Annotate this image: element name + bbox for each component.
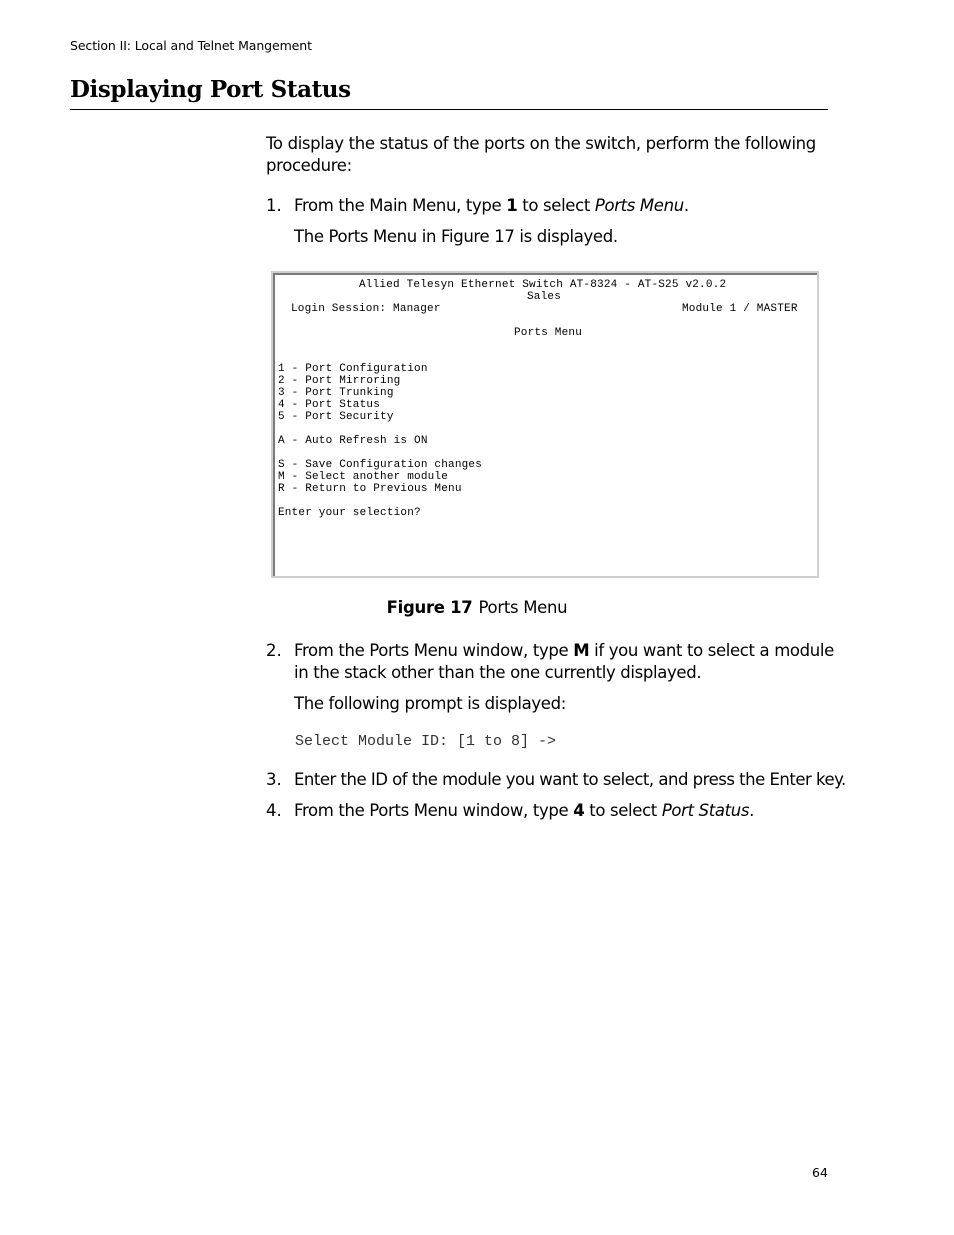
figure-caption-text: Ports Menu: [478, 598, 568, 617]
terminal-menu-item: 4 - Port Status: [278, 399, 381, 411]
ports-menu-terminal: [271, 271, 819, 578]
step-1-middle: to select: [517, 196, 595, 215]
step-3-text: Enter the ID of the module you want to select, and press the Enter key.: [294, 770, 846, 789]
step-2-text: [294, 640, 834, 662]
step-1-after: .: [683, 196, 689, 215]
step-1-note: The Ports Menu in Figure 17 is displayed.: [294, 227, 618, 246]
terminal-action: M - Select another module: [278, 471, 449, 483]
step-4-after: .: [749, 801, 755, 820]
terminal-action: R - Return to Previous Menu: [278, 483, 462, 495]
terminal-menu-item: 5 - Port Security: [278, 411, 394, 423]
terminal-prompt: Enter your selection?: [278, 507, 421, 519]
section-title: Displaying Port Status: [70, 76, 351, 103]
intro-line-2: procedure:: [266, 156, 352, 175]
figure-number: Figure 17: [386, 598, 473, 617]
step-2-after: if you want to select a module: [589, 641, 834, 660]
step-2-line-2: in the stack other than the one currently displayed.: [294, 663, 702, 682]
module-select-prompt: Select Module ID: [1 to 8] ->: [295, 733, 557, 750]
step-4-key: 4: [573, 801, 585, 820]
step-4-middle: to select: [584, 801, 662, 820]
step-2-note: The following prompt is displayed:: [294, 694, 566, 713]
figure-caption: [0, 598, 954, 617]
step-2-before: From the Ports Menu window, type: [294, 641, 574, 660]
step-1-target: Ports Menu: [594, 196, 684, 215]
step-4-text: [294, 800, 754, 822]
terminal-menu-item: 2 - Port Mirroring: [278, 375, 401, 387]
terminal-subtitle: Sales: [527, 291, 562, 303]
step-2-key: M: [573, 641, 590, 660]
intro-line-1: To display the status of the ports on the switch, perform the following: [266, 134, 816, 153]
terminal-title: Allied Telesyn Ethernet Switch AT-8324 - AT-S25 v2.0.2: [359, 279, 727, 291]
step-2-number: 2.: [266, 641, 282, 660]
step-4-before: From the Ports Menu window, type: [294, 801, 574, 820]
step-4-number: 4.: [266, 801, 282, 820]
step-1-text: [294, 195, 689, 217]
terminal-menu-item: 3 - Port Trunking: [278, 387, 394, 399]
terminal-module: Module 1 / MASTER: [682, 303, 798, 315]
title-rule: [70, 109, 828, 110]
terminal-menu-item: 1 - Port Configuration: [278, 363, 428, 375]
terminal-auto-refresh: A - Auto Refresh is ON: [278, 435, 428, 447]
terminal-action: S - Save Configuration changes: [278, 459, 483, 471]
running-head: Section II: Local and Telnet Mangement: [70, 38, 312, 53]
step-3-number: 3.: [266, 770, 282, 789]
page-number: 64: [812, 1165, 828, 1180]
step-4-target: Port Status: [661, 801, 750, 820]
terminal-menu-title: Ports Menu: [514, 327, 583, 339]
terminal-session: Login Session: Manager: [291, 303, 441, 315]
step-1-before: From the Main Menu, type: [294, 196, 507, 215]
step-1-number: 1.: [266, 196, 282, 215]
step-1-key: 1: [506, 196, 518, 215]
